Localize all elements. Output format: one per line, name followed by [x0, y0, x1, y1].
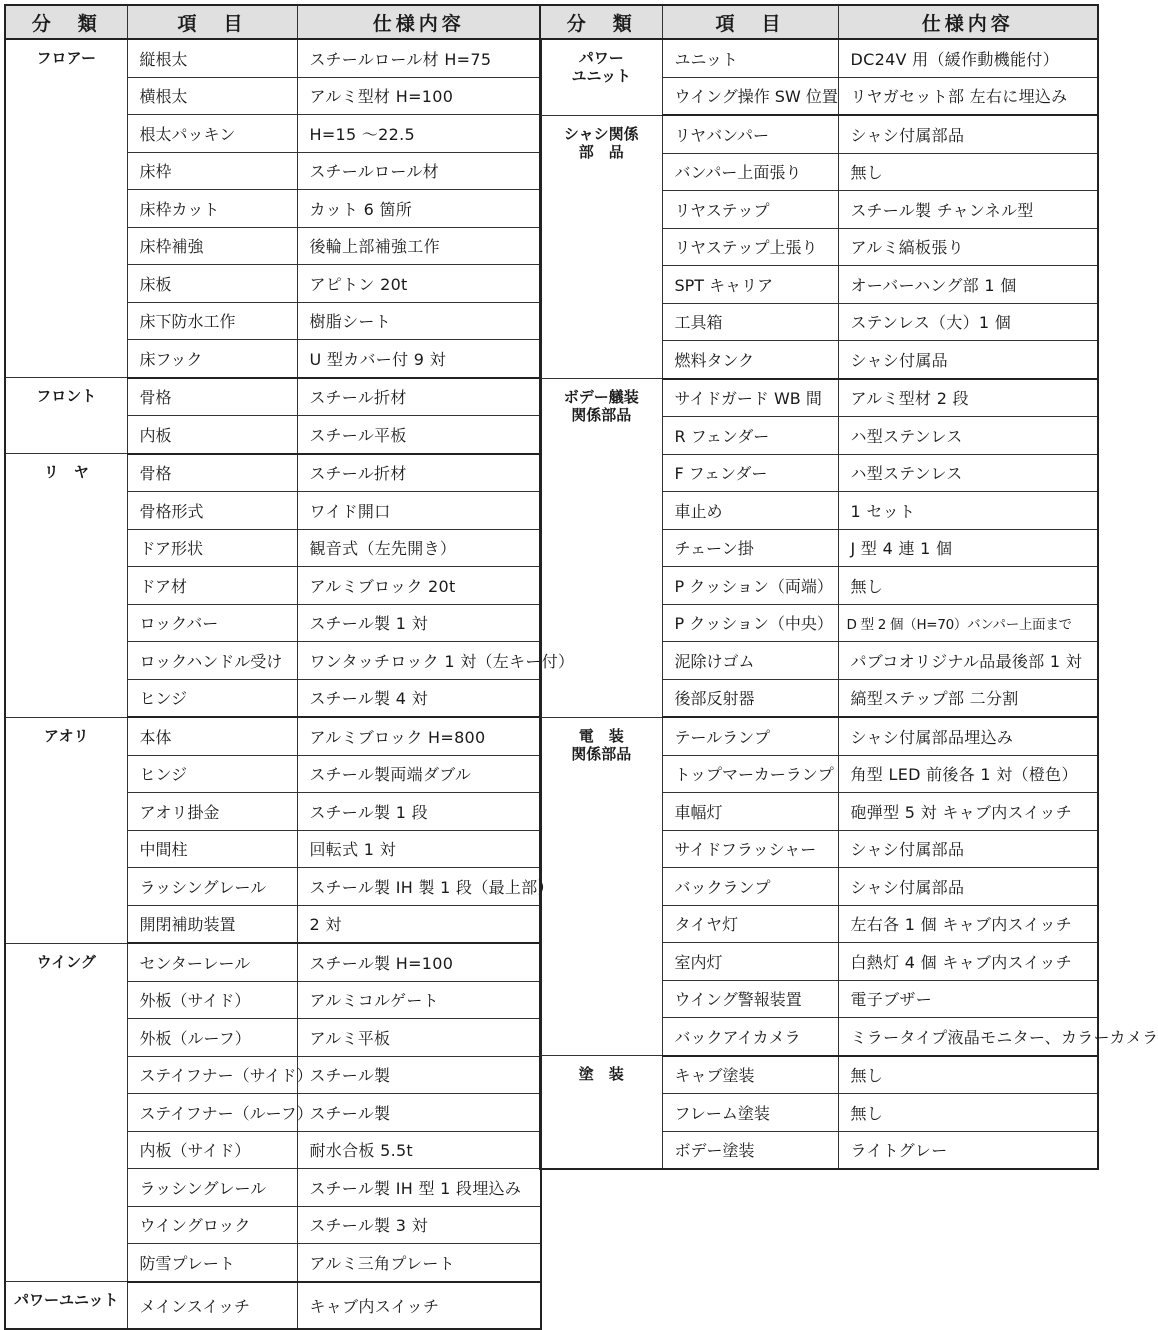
- category-cell: ボデー艤装 関係部品: [540, 379, 662, 718]
- spec-cell: H=15 ～22.5: [297, 115, 541, 153]
- spec-cell: 観音式（左先開き）: [297, 529, 541, 567]
- item-cell: テールランプ: [662, 717, 838, 755]
- item-cell: 泥除けゴム: [662, 642, 838, 680]
- spec-cell: スチールロール材 H=75: [297, 39, 541, 77]
- category-cell: フロアー: [5, 39, 127, 378]
- spec-cell: ハ型ステンレス: [838, 454, 1098, 492]
- spec-row: [540, 39, 1098, 77]
- spec-cell: ミラータイプ液晶モニター、カラーカメラ: [838, 1018, 1098, 1056]
- header-row: [540, 5, 1098, 39]
- item-cell: 室内灯: [662, 943, 838, 981]
- spec-cell: アルミ平板: [297, 1019, 541, 1057]
- spec-cell: アルミ縞板張り: [838, 228, 1098, 266]
- category-cell: パワー ユニット: [540, 39, 662, 115]
- item-cell: 後部反射器: [662, 679, 838, 717]
- item-cell: 本体: [127, 717, 297, 755]
- item-cell: 内板（サイド）: [127, 1131, 297, 1169]
- spec-cell: 耐水合板 5.5t: [297, 1131, 541, 1169]
- item-cell: ラッシングレール: [127, 1169, 297, 1207]
- spec-cell: スチール製 IH 製 1 段（最上部）: [297, 868, 541, 906]
- item-cell: リヤバンパー: [662, 115, 838, 153]
- spec-cell: アルミブロック 20t: [297, 567, 541, 605]
- item-cell: フレーム塗装: [662, 1094, 838, 1132]
- item-cell: メインスイッチ: [127, 1282, 297, 1329]
- spec-cell: スチール折材: [297, 454, 541, 492]
- spec-cell: スチール製 1 段: [297, 793, 541, 831]
- spec-cell: 無し: [838, 567, 1098, 605]
- spec-cell: 電子ブザー: [838, 980, 1098, 1018]
- spec-cell: アルミ型材 2 段: [838, 379, 1098, 417]
- item-cell: バックランプ: [662, 868, 838, 906]
- header-category: 分 類: [540, 5, 662, 39]
- header-spec: 仕様内容: [838, 5, 1098, 39]
- spec-cell: スチール折材: [297, 378, 541, 416]
- spec-cell: パブコオリジナル品最後部 1 対: [838, 642, 1098, 680]
- item-cell: 骨格: [127, 454, 297, 492]
- spec-cell: 白熱灯 4 個 キャブ内スイッチ: [838, 943, 1098, 981]
- item-cell: 床枠: [127, 152, 297, 190]
- spec-cell: アピトン 20t: [297, 265, 541, 303]
- spec-cell: ステンレス（大）1 個: [838, 303, 1098, 341]
- item-cell: ステイフナー（サイド）: [127, 1056, 297, 1094]
- item-cell: ロックバー: [127, 604, 297, 642]
- item-cell: 工具箱: [662, 303, 838, 341]
- item-cell: サイドガード WB 間: [662, 379, 838, 417]
- item-cell: ウイングロック: [127, 1206, 297, 1244]
- spec-cell: リヤガセット部 左右に埋込み: [838, 77, 1098, 115]
- item-cell: ラッシングレール: [127, 868, 297, 906]
- header-item: 項 目: [662, 5, 838, 39]
- item-cell: 防雪プレート: [127, 1244, 297, 1282]
- spec-row: [540, 115, 1098, 153]
- spec-cell: スチール製: [297, 1056, 541, 1094]
- item-cell: ウイング操作 SW 位置: [662, 77, 838, 115]
- category-cell: 電 装 関係部品: [540, 717, 662, 1056]
- header-spec: 仕様内容: [297, 5, 541, 39]
- spec-cell: アルミ三角プレート: [297, 1244, 541, 1282]
- item-cell: キャブ塗装: [662, 1056, 838, 1094]
- item-cell: 根太パッキン: [127, 115, 297, 153]
- spec-cell: 左右各 1 個 キャブ内スイッチ: [838, 905, 1098, 943]
- spec-cell: シャシ付属品: [838, 341, 1098, 379]
- spec-cell: 2 対: [297, 905, 541, 943]
- item-cell: 床下防水工作: [127, 302, 297, 340]
- item-cell: 横根太: [127, 77, 297, 115]
- item-cell: 骨格形式: [127, 492, 297, 530]
- spec-cell: シャシ付属部品: [838, 115, 1098, 153]
- spec-cell: ワイド開口: [297, 492, 541, 530]
- item-cell: ウイング警報装置: [662, 980, 838, 1018]
- spec-row: [5, 39, 541, 77]
- item-cell: ドア材: [127, 567, 297, 605]
- item-cell: 中間柱: [127, 830, 297, 868]
- spec-table-left-body: [5, 39, 575, 1329]
- category-cell: 塗 装: [540, 1056, 662, 1170]
- item-cell: ヒンジ: [127, 679, 297, 717]
- item-cell: P クッション（中央）: [662, 604, 838, 642]
- item-cell: チェーン掛: [662, 529, 838, 567]
- item-cell: アオリ掛金: [127, 793, 297, 831]
- spec-table-right: [539, 4, 1158, 1170]
- spec-cell: スチール製 H=100: [297, 943, 541, 981]
- spec-cell: 角型 LED 前後各 1 対（橙色）: [838, 755, 1098, 793]
- spec-table-left: [4, 4, 575, 1330]
- item-cell: ステイフナー（ルーフ）: [127, 1094, 297, 1132]
- spec-cell: スチール平板: [297, 416, 541, 454]
- item-cell: 外板（ルーフ）: [127, 1019, 297, 1057]
- item-cell: ヒンジ: [127, 755, 297, 793]
- spec-row: [540, 1056, 1098, 1094]
- item-cell: 車止め: [662, 492, 838, 530]
- category-cell: パワーユニット: [5, 1282, 127, 1329]
- spec-cell: スチール製: [297, 1094, 541, 1132]
- spec-cell: カット 6 箇所: [297, 190, 541, 228]
- spec-cell: アルミ型材 H=100: [297, 77, 541, 115]
- spec-cell: J 型 4 連 1 個: [838, 529, 1098, 567]
- spec-cell: 無し: [838, 153, 1098, 191]
- spec-cell: スチール製両端ダブル: [297, 755, 541, 793]
- item-cell: SPT キャリア: [662, 266, 838, 304]
- header-item: 項 目: [127, 5, 297, 39]
- item-cell: バックアイカメラ: [662, 1018, 838, 1056]
- spec-cell: スチール製 4 対: [297, 679, 541, 717]
- item-cell: タイヤ灯: [662, 905, 838, 943]
- item-cell: F フェンダー: [662, 454, 838, 492]
- spec-cell: アルミブロック H=800: [297, 717, 541, 755]
- spec-cell: スチールロール材: [297, 152, 541, 190]
- item-cell: 燃料タンク: [662, 341, 838, 379]
- item-cell: P クッション（両端）: [662, 567, 838, 605]
- spec-cell: 無し: [838, 1094, 1098, 1132]
- spec-cell: U 型カバー付 9 対: [297, 340, 541, 378]
- spec-row: [5, 1282, 541, 1329]
- spec-cell: スチール製 チャンネル型: [838, 191, 1098, 229]
- category-cell: アオリ: [5, 717, 127, 943]
- spec-cell: キャブ内スイッチ: [297, 1282, 541, 1329]
- spec-cell: シャシ付属部品埋込み: [838, 717, 1098, 755]
- spec-row: [5, 454, 541, 492]
- item-cell: リヤステップ: [662, 191, 838, 229]
- category-cell: ウイング: [5, 943, 127, 1282]
- spec-cell: 縞型ステップ部 二分割: [838, 679, 1098, 717]
- item-cell: バンパー上面張り: [662, 153, 838, 191]
- spec-cell: シャシ付属部品: [838, 868, 1098, 906]
- spec-row: [540, 717, 1098, 755]
- item-cell: サイドフラッシャー: [662, 830, 838, 868]
- spec-cell: 1 セット: [838, 492, 1098, 530]
- spec-cell: 樹脂シート: [297, 302, 541, 340]
- spec-cell: オーバーハング部 1 個: [838, 266, 1098, 304]
- spec-row: [5, 943, 541, 981]
- category-cell: シャシ関係 部 品: [540, 115, 662, 379]
- item-cell: 床フック: [127, 340, 297, 378]
- header-row: [5, 5, 541, 39]
- item-cell: 床枠カット: [127, 190, 297, 228]
- item-cell: センターレール: [127, 943, 297, 981]
- header-category: 分 類: [5, 5, 127, 39]
- item-cell: ドア形状: [127, 529, 297, 567]
- item-cell: ボデー塗装: [662, 1131, 838, 1169]
- spec-cell: 無し: [838, 1056, 1098, 1094]
- spec-cell: スチール製 IH 型 1 段埋込み: [297, 1169, 541, 1207]
- spec-cell: ワンタッチロック 1 対（左キー付）: [297, 642, 541, 680]
- item-cell: R フェンダー: [662, 417, 838, 455]
- item-cell: 縦根太: [127, 39, 297, 77]
- item-cell: ロックハンドル受け: [127, 642, 297, 680]
- spec-cell: スチール製 3 対: [297, 1206, 541, 1244]
- item-cell: ユニット: [662, 39, 838, 77]
- spec-cell: ライトグレー: [838, 1131, 1098, 1169]
- category-cell: フロント: [5, 378, 127, 454]
- spec-cell: スチール製 1 対: [297, 604, 541, 642]
- spec-row: [5, 378, 541, 416]
- item-cell: 開閉補助装置: [127, 905, 297, 943]
- item-cell: リヤステップ上張り: [662, 228, 838, 266]
- spec-cell: 後輪上部補強工作: [297, 227, 541, 265]
- spec-row: [5, 717, 541, 755]
- item-cell: 骨格: [127, 378, 297, 416]
- item-cell: 内板: [127, 416, 297, 454]
- spec-cell: D 型 2 個（H=70）バンパー上面まで: [838, 604, 1098, 642]
- spec-cell: アルミコルゲート: [297, 981, 541, 1019]
- item-cell: 外板（サイド）: [127, 981, 297, 1019]
- spec-cell: DC24V 用（緩作動機能付）: [838, 39, 1098, 77]
- item-cell: トップマーカーランプ: [662, 755, 838, 793]
- item-cell: 床枠補強: [127, 227, 297, 265]
- item-cell: 床板: [127, 265, 297, 303]
- spec-row: [540, 379, 1098, 417]
- spec-table-right-body: [540, 39, 1158, 1169]
- item-cell: 車幅灯: [662, 793, 838, 831]
- category-cell: リ ヤ: [5, 454, 127, 718]
- spec-cell: 回転式 1 対: [297, 830, 541, 868]
- spec-cell: ハ型ステンレス: [838, 417, 1098, 455]
- spec-cell: 砲弾型 5 対 キャブ内スイッチ: [838, 793, 1098, 831]
- spec-cell: シャシ付属部品: [838, 830, 1098, 868]
